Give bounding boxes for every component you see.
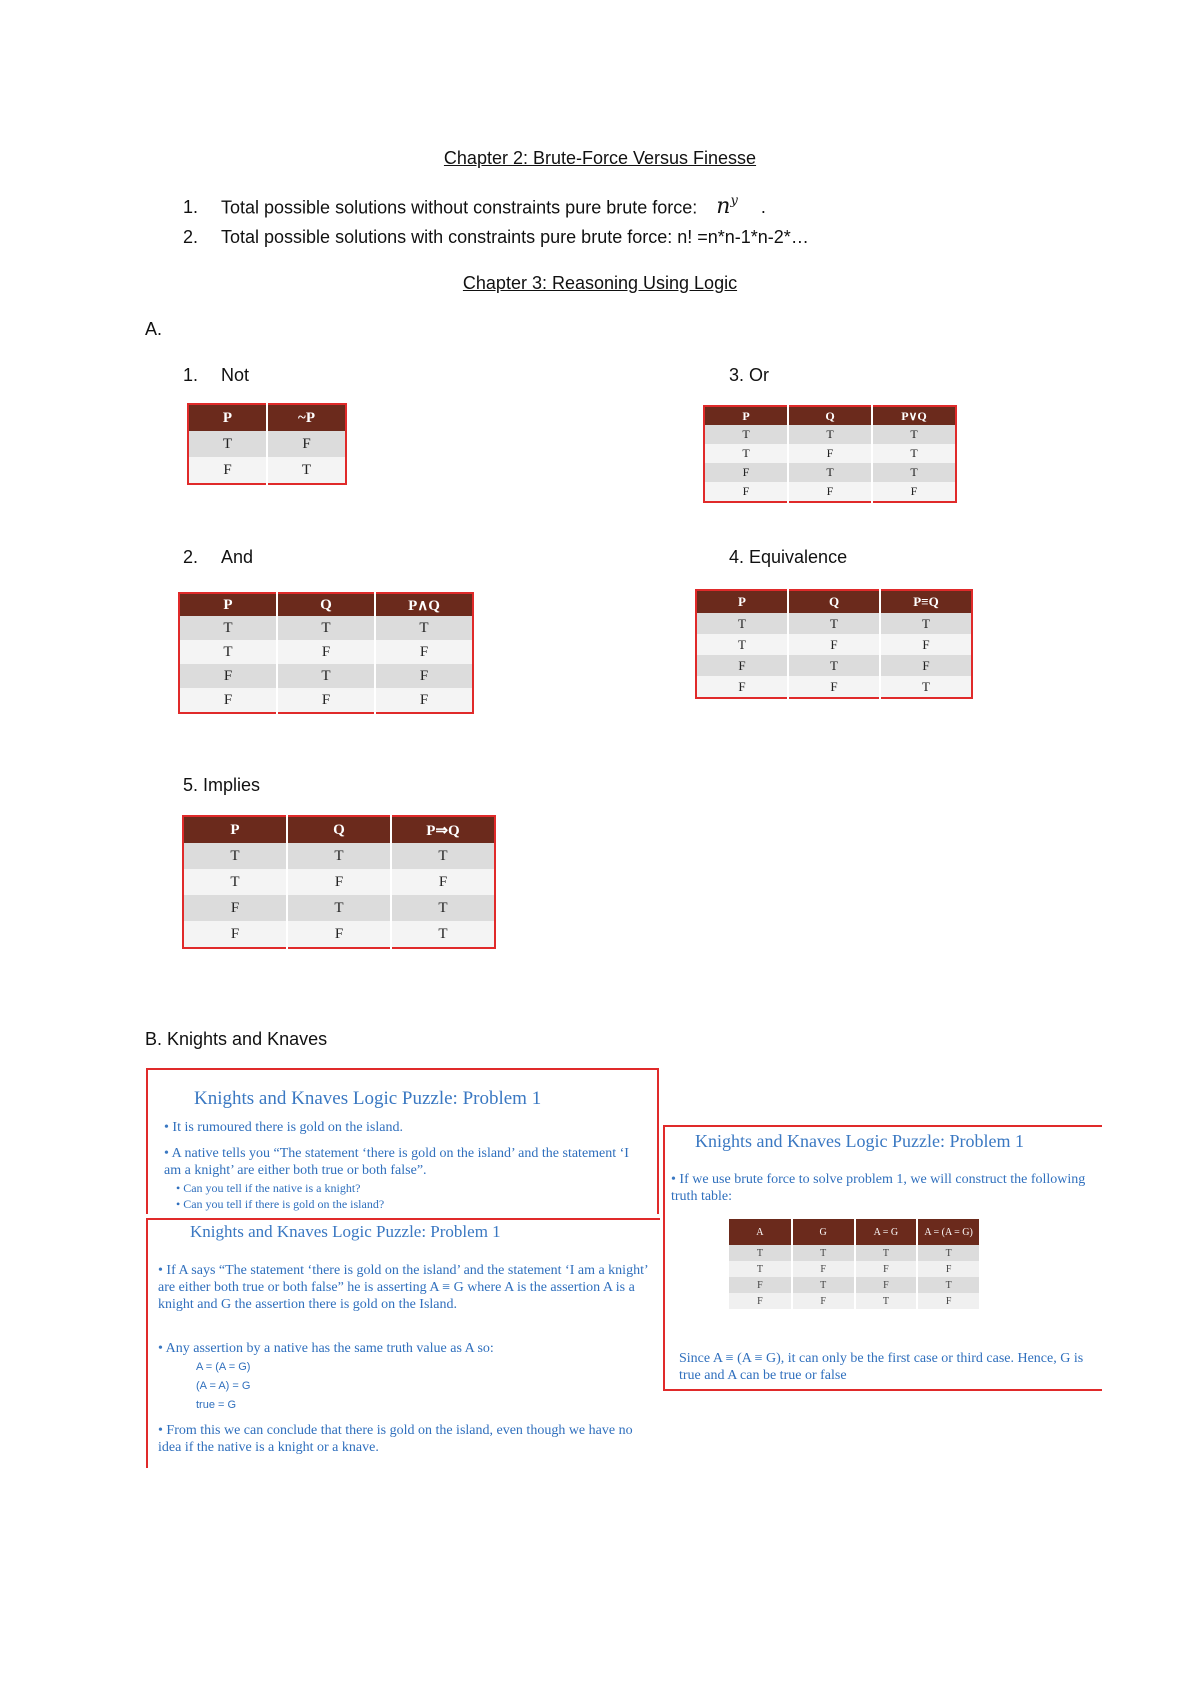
table-row [729,1261,980,1277]
table-cell: F [287,869,391,895]
slide-bullet: • A native tells you “The statement ‘there is gold on the island’ and the statement ‘I am a knight’ are either both true or both false”. [164,1146,629,1178]
not-truth-table [187,403,347,485]
table-row [188,457,346,484]
table-cell: T [696,634,788,655]
table-cell: F [188,457,267,484]
table-cell: F [788,676,880,698]
math-expression: $n^y$ [716,194,738,220]
table-header-cell: P [704,406,788,425]
slide-bullet: • From this we can conclude that there is gold on the island, even though we have no idea if the native is a knight or a knave. [158,1423,633,1455]
slide-title: Knights and Knaves Logic Puzzle: Problem 1 [190,1222,501,1241]
table-cell: F [855,1261,918,1277]
table-cell: T [183,869,287,895]
table-cell: F [183,895,287,921]
not-label: 1. Not [183,365,250,385]
table-header-cell: Q [277,593,375,616]
slide-sub-bullet: • Can you tell if the native is a knight? [176,1181,361,1195]
table-row [696,613,972,634]
table-cell: T [375,616,473,640]
slide-equation: A = (A = G) [196,1361,251,1373]
table-cell: F [375,688,473,713]
table-cell: T [880,613,972,634]
table-header-cell: Q [287,816,391,843]
table-cell: T [267,457,346,484]
table-cell: T [917,1245,980,1261]
table-row [729,1245,980,1261]
equivalence-label: 4. Equivalence [729,547,848,567]
table-cell: T [704,425,788,444]
table-cell: T [880,676,972,698]
table-cell: T [855,1245,918,1261]
section-a-label: A. [145,319,163,339]
table-header-cell: P [179,593,277,616]
table-cell: T [792,1277,855,1293]
table-cell: F [788,444,872,463]
table-header-cell: Q [788,406,872,425]
table-header-cell: A [729,1219,792,1245]
item-text: Total possible solutions with constraints pure brute force: n! =n*n-1*n-2*… [221,227,809,247]
and-truth-table [178,592,474,714]
table-header-cell: P [183,816,287,843]
chapter3-heading: Chapter 3: Reasoning Using Logic [462,273,738,293]
table-row [183,921,495,948]
table-cell: T [277,664,375,688]
table-cell: T [704,444,788,463]
table-row [179,640,473,664]
table-header-row [696,590,972,613]
slide-equation: (A = A) = G [196,1380,251,1392]
table-cell: F [792,1261,855,1277]
table-cell: F [696,655,788,676]
table-cell: T [277,616,375,640]
table-row [729,1293,980,1309]
table-row [183,895,495,921]
table-cell: T [729,1245,792,1261]
table-header-cell: Q [788,590,880,613]
table-row [704,463,956,482]
slide-bullet: • If we use brute force to solve problem 1, we will construct the following truth table: [671,1172,1086,1204]
slide-title: Knights and Knaves Logic Puzzle: Problem 1 [194,1088,542,1109]
table-cell: T [183,843,287,869]
table-header-row [183,816,495,843]
table-cell: T [287,843,391,869]
slide-problem-1-brute-force [663,1125,1102,1391]
table-cell: T [696,613,788,634]
item-text: Total possible solutions without constraints pure brute force: [221,197,698,218]
table-cell: F [880,634,972,655]
table-cell: F [917,1293,980,1309]
table-row [696,634,972,655]
slide-title: Knights and Knaves Logic Puzzle: Problem 1 [695,1131,1024,1151]
table-cell: T [391,895,495,921]
table-cell: F [375,664,473,688]
table-cell: T [179,640,277,664]
table-header-cell: P [696,590,788,613]
table-cell: T [287,895,391,921]
slide-bullet: • It is rumoured there is gold on the island. [164,1120,403,1135]
table-cell: F [696,676,788,698]
table-header-cell: G [792,1219,855,1245]
table-cell: F [179,664,277,688]
table-cell: F [792,1293,855,1309]
slide-problem-1-solution [146,1218,660,1468]
table-row [183,869,495,895]
table-header-row [188,404,346,431]
section-b-label: B. Knights and Knaves [145,1029,328,1049]
table-cell: T [917,1277,980,1293]
table-row [188,431,346,457]
table-header-cell: P∧Q [375,593,473,616]
table-cell: F [788,634,880,655]
table-cell: T [872,444,956,463]
table-cell: F [872,482,956,502]
table-row [179,688,473,713]
table-cell: T [788,655,880,676]
table-cell: T [788,613,880,634]
table-header-cell: P∨Q [872,406,956,425]
table-cell: T [792,1245,855,1261]
table-header-cell: P [188,404,267,431]
slide-problem-1-intro [146,1068,659,1214]
table-row [179,664,473,688]
table-row [696,676,972,698]
table-cell: F [880,655,972,676]
table-row [729,1277,980,1293]
table-header-row [179,593,473,616]
table-row [704,425,956,444]
implies-label: 5. Implies [183,775,261,795]
slide-bullet: • Any assertion by a native has the same truth value as A so: [158,1341,494,1356]
table-cell: F [267,431,346,457]
table-header-cell: A = (A = G) [917,1219,980,1245]
chapter2-item-2 [183,227,809,248]
table-cell: F [179,688,277,713]
slide-sub-bullet: • Can you tell if there is gold on the island? [176,1197,385,1211]
slide-equation: true = G [196,1399,237,1411]
table-cell: F [375,640,473,664]
table-cell: F [729,1293,792,1309]
table-header-cell: ~P [267,404,346,431]
table-cell: T [391,921,495,948]
slide-bullet: • If A says “The statement ‘there is gold on the island’ and the statement ‘I am a knight’ are either both true or both false” he is asserting A ≡ G where A is the assertion A is a knight and G the assertion there is gold on the Island. [158,1263,648,1312]
table-cell: F [729,1277,792,1293]
or-label: 3. Or [729,365,770,385]
chapter2-item-1: 1. Total possible solutions without constraints pure brute force: $n^y$ . [183,194,766,220]
table-row [704,482,956,502]
table-header-cell: P⇒Q [391,816,495,843]
table-cell: T [788,425,872,444]
table-cell: F [855,1277,918,1293]
table-cell: T [872,463,956,482]
table-row [696,655,972,676]
table-cell: F [287,921,391,948]
slide-truth-table [729,1219,981,1309]
table-cell: F [391,869,495,895]
implies-truth-table [182,815,496,949]
table-row [704,444,956,463]
table-header-cell: P≡Q [880,590,972,613]
table-cell: T [788,463,872,482]
equivalence-truth-table [695,589,973,699]
table-cell: T [729,1261,792,1277]
table-header-row [729,1219,980,1245]
table-header-row [704,406,956,425]
and-label: 2. And [183,547,254,567]
slide-conclusion: Since A ≡ (A ≡ G), it can only be the first case or third case. Hence, G is true and A can be true or false [679,1351,1084,1383]
table-header-cell: A = G [855,1219,918,1245]
table-cell: F [704,463,788,482]
table-cell: F [183,921,287,948]
table-cell: T [188,431,267,457]
table-cell: F [277,640,375,664]
or-truth-table [703,405,957,503]
chapter2-heading: Chapter 2: Brute-Force Versus Finesse [443,148,757,168]
table-cell: T [855,1293,918,1309]
item-number: 1. [183,197,199,218]
item-number: 2. [183,227,199,247]
table-row [179,616,473,640]
table-cell: T [872,425,956,444]
table-cell: T [179,616,277,640]
table-cell: F [704,482,788,502]
table-cell: F [277,688,375,713]
table-cell: F [788,482,872,502]
table-row [183,843,495,869]
table-cell: F [917,1261,980,1277]
table-cell: T [391,843,495,869]
